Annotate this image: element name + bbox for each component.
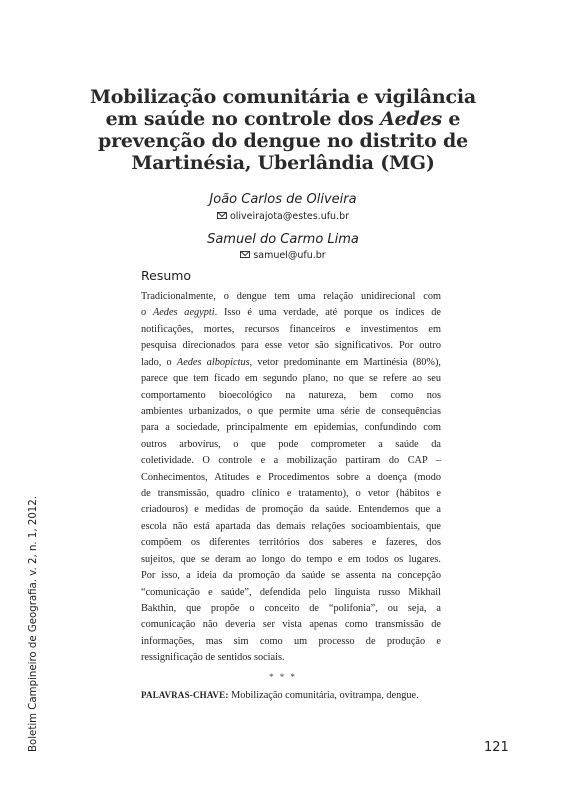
abstract-line: ressignificação de sentidos sociais. [141, 652, 285, 664]
keywords-text: Mobilização comunitária, ovitrampa, dengue. [228, 690, 419, 701]
abstract-line: coletividade. O controle e a mobilização partiram do CAP – [141, 455, 441, 467]
title-line-3: prevenção do dengue no distrito de [98, 130, 468, 152]
abstract-body [141, 289, 441, 667]
abstract-line: compõem os diferentes territórios dos saberes e fazeres, dos [141, 537, 441, 549]
section-separator: * * * [269, 672, 297, 682]
mail-icon [217, 212, 227, 219]
abstract-line: informações, mas sim como um processo de produção e [141, 635, 441, 647]
abstract-line: comunicação não deveria ser vista apenas como transmissão de [141, 619, 441, 631]
abstract-line: Por isso, a ideia da promoção da saúde se assenta na concepção [141, 570, 441, 582]
abstract-line: Conhecimentos, Atitudes e Procedimentos sobre a doença (modo [141, 471, 441, 483]
journal-citation: Boletim Campineiro de Geografia. v. 2, n. 1, 2012. [28, 495, 39, 752]
abstract-line: “comunicação e saúde”, defendida pelo linguista russo Mikhail [141, 586, 441, 598]
abstract-line: criadouros) e medidas de promoção da saúde. Entendemos que a [141, 504, 441, 516]
abstract-line: lado, o Aedes albopictus, vetor predominante em Martinésia (80%), [141, 356, 442, 368]
abstract-line: comportamento bioecológico na natureza, bem como nos [141, 389, 441, 401]
title-line-4: Martinésia, Uberlândia (MG) [131, 152, 435, 174]
mail-icon [240, 251, 250, 258]
title-italic-genus: Aedes [380, 108, 443, 130]
abstract-line: escola não está apartada das demais relações socioambientais, que [141, 520, 441, 532]
title-line-2-text: em saúde no controle dos [105, 108, 381, 130]
author-email-2[interactable] [0, 250, 566, 261]
title-line-2-end: e [442, 108, 461, 130]
abstract-line: o Aedes aegypti. Isso é uma verdade, até porque os índices de [141, 307, 441, 319]
author-email-2-text[interactable]: samuel@ufu.br [253, 250, 326, 261]
abstract-line: ambientes urbanizados, o que permite uma série de consequências [141, 405, 441, 417]
page-number: 121 [484, 740, 509, 755]
author-email-1-text[interactable]: oliveirajota@estes.ufu.br [229, 211, 350, 222]
keywords-label: PALAVRAS-CHAVE: [141, 690, 229, 700]
author-name-1: João Carlos de Oliveira [209, 192, 357, 207]
abstract-line: pesquisa direcionados para esse vetor são significativos. Por outro [141, 340, 441, 352]
abstract-line: Tradicionalmente, o dengue tem uma relação unidirecional com [141, 291, 441, 302]
title-line-1: Mobilização comunitária e vigilância [89, 86, 477, 108]
abstract-line: notificações, mortes, recursos financeiros e investimentos em [141, 323, 441, 335]
abstract-line: outros arbovírus, o que pode comprometer a saúde da [141, 438, 441, 450]
keywords [141, 690, 441, 701]
abstract-line: para a sociedade, principalmente em epidemias, confundindo com [141, 422, 441, 434]
abstract-heading: Resumo [141, 268, 192, 283]
abstract-line: sujeitos, que se deram ao longo do tempo e em todos os lugares. [141, 553, 441, 565]
author-email-1[interactable] [0, 211, 566, 222]
article-title [70, 86, 496, 174]
author-name-2: Samuel do Carmo Lima [207, 232, 359, 247]
title-line-2 [70, 108, 496, 130]
abstract-line: Bakthin, que propõe o conceito de “polifonia”, ou seja, a [141, 603, 441, 615]
abstract-line: de transmissão, quadro clínico e tratamento), o vetor (hábitos e [141, 488, 441, 500]
abstract-line: parece que tem ficado em segundo plano, no que se refere ao seu [141, 373, 441, 385]
